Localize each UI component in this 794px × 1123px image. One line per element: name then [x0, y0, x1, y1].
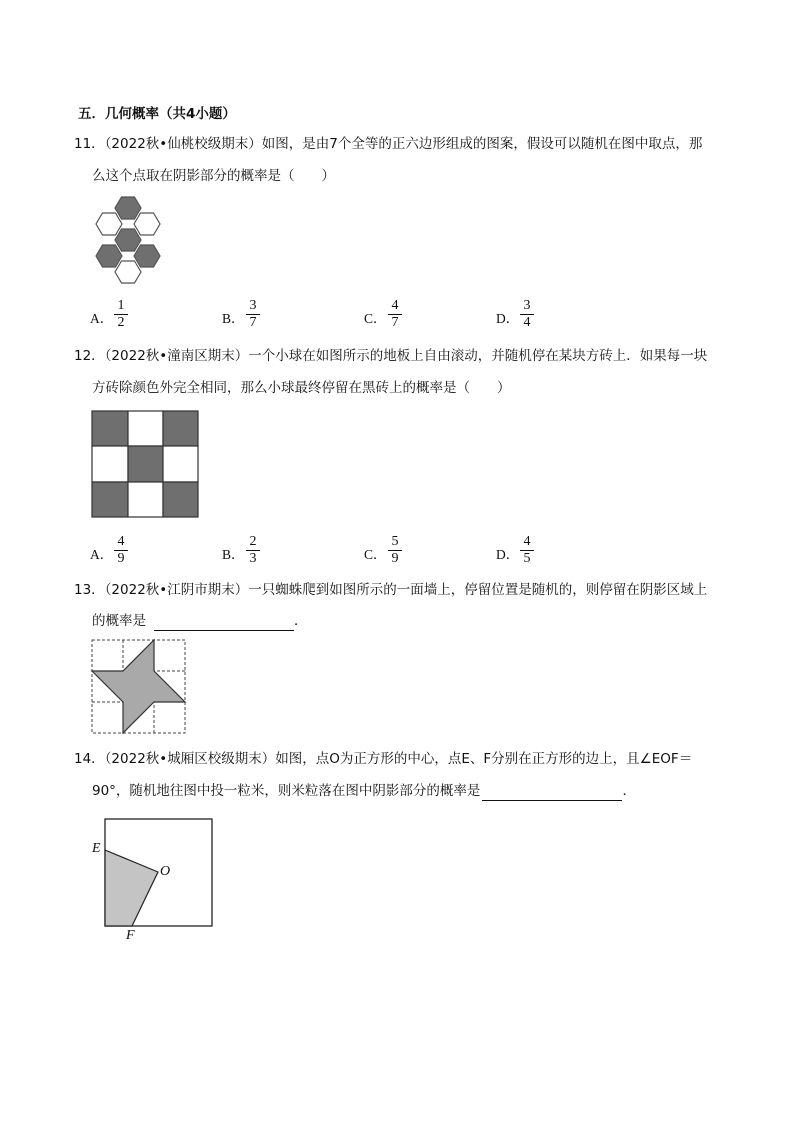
point-f-label: F [126, 928, 135, 943]
question-14-line2: 90°，随机地往图中投一粒米，则米粒落在图中阴影部分的概率是 ． [92, 783, 636, 799]
tile-grid-figure [90, 410, 200, 520]
question-number: 11． [74, 136, 105, 152]
question-13-line2: 的概率是 ． [92, 613, 308, 629]
question-number: 12． [74, 348, 105, 364]
fraction: 1 2 [114, 298, 128, 331]
hexagon-center [115, 229, 141, 251]
fraction: 4 7 [388, 298, 402, 331]
tile [128, 446, 163, 482]
hexagon-top [115, 197, 141, 219]
question-text: （2022秋•仙桃校级期末）如图，是由7个全等的正六边形组成的图案，假设可以随机在图中取点，那 [104, 136, 703, 152]
question-text: （2022秋•潼南区期末）一个小球在如图所示的地板上自由滚动，并随机停在某块方砖上．如果每一块 [104, 348, 708, 364]
tile [92, 446, 128, 482]
tile [163, 482, 198, 517]
point-o-label: O [160, 864, 171, 879]
question-text: （2022秋•城厢区校级期末）如图，点O为正方形的中心，点E、F分别在正方形的边上，且∠EOF＝ [104, 751, 693, 767]
tile [92, 411, 128, 446]
fraction: 5 9 [388, 534, 402, 567]
hexagon-lower-left [96, 245, 122, 267]
fraction: 3 4 [520, 298, 534, 331]
hexagon-lower-right [134, 245, 160, 267]
point-e-label: E [92, 841, 101, 856]
question-13-line1 [74, 580, 707, 600]
section-title: 五．几何概率（共4小题） [78, 106, 236, 122]
fraction: 4 9 [114, 534, 128, 567]
question-number: 14． [74, 751, 105, 767]
hexagon-upper-right [134, 213, 160, 235]
hexagon-upper-left [96, 213, 122, 235]
question-text: （2022秋•江阴市期末）一只蜘蛛爬到如图所示的一面墙上，停留位置是随机的，则停留在阴影区域上 [104, 582, 708, 598]
answer-blank[interactable] [482, 784, 622, 801]
tile [163, 446, 198, 482]
pinwheel-figure [88, 636, 188, 736]
question-12-line1 [74, 346, 707, 366]
shaded-pinwheel [92, 640, 185, 733]
question-11-line2: 么这个点取在阴影部分的概率是（ ） [92, 168, 335, 184]
answer-blank[interactable] [154, 614, 294, 631]
fraction: 2 3 [246, 534, 260, 567]
question-12-line2: 方砖除颜色外完全相同，那么小球最终停留在黑砖上的概率是（ ） [92, 380, 511, 396]
question-11-line1 [74, 134, 702, 154]
tile [163, 411, 198, 446]
hexagon-bottom [115, 261, 141, 283]
question-14-line1 [74, 749, 692, 769]
fraction: 4 5 [520, 534, 534, 567]
hexagon-figure [88, 195, 188, 285]
tile [128, 482, 163, 517]
tile [128, 411, 163, 446]
shaded-region [105, 850, 158, 926]
fraction: 3 7 [246, 298, 260, 331]
tile [92, 482, 128, 517]
question-number: 13． [74, 582, 105, 598]
